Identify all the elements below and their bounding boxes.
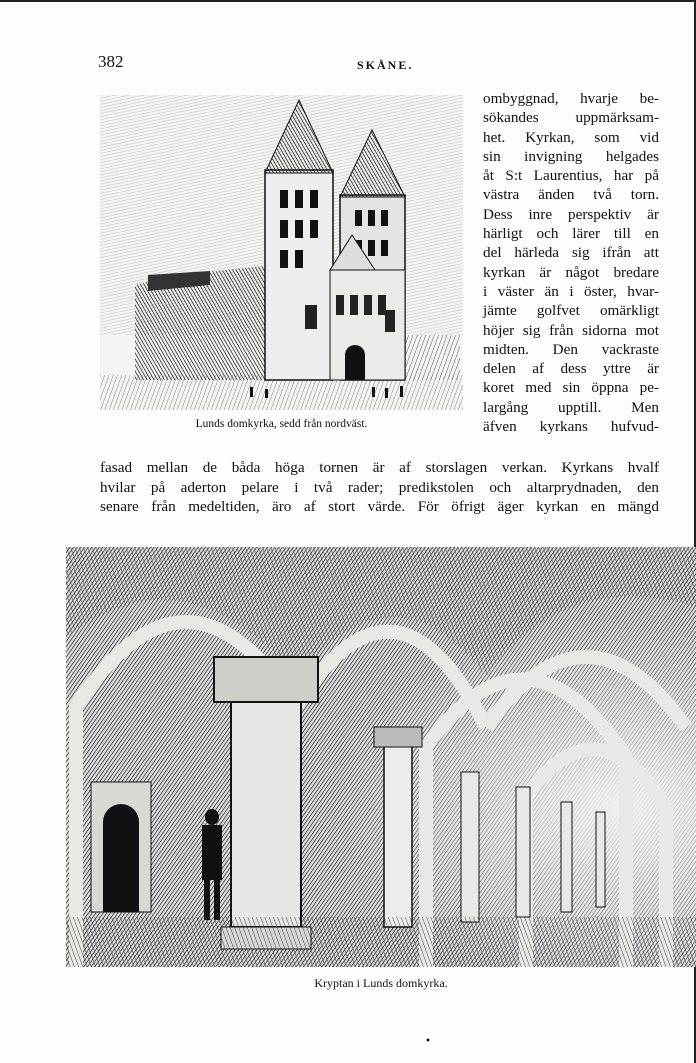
crypt-interior-illustration <box>66 547 696 967</box>
text-line: höjer sig från sidorna mot <box>483 321 659 339</box>
text-line: härligt och lärer till en <box>483 225 659 243</box>
running-head: SKÅNE. <box>357 58 414 72</box>
text-line: västra änden två torn. <box>483 186 659 204</box>
text-line: ombyggnad, hvarje be- <box>483 90 659 107</box>
page-border-top <box>0 0 696 2</box>
text-line: åt S:t Laurentius, har på <box>483 167 659 185</box>
text-line: äfven kyrkans hufvud- <box>483 418 659 436</box>
full-width-text-block <box>100 458 659 517</box>
text-line: delen af dess yttre är <box>483 360 659 378</box>
text-line: fasad mellan de båda höga tornen är af storslagen verkan. Kyrkans hvalf <box>100 459 659 476</box>
column-text-block <box>483 89 659 436</box>
text-line: koret med sin öppna pe- <box>483 379 659 397</box>
text-line: Dess inre perspektiv är <box>483 205 659 223</box>
printer-mark: • <box>425 1036 431 1047</box>
text-line: kyrkan är något bredare <box>483 263 659 281</box>
cathedral-exterior-illustration <box>100 95 463 410</box>
text-line: senare från medeltiden, äro af stort värde. För öfrigt äger kyrkan en mängd <box>100 498 659 515</box>
text-line: midten. Den vackraste <box>483 340 659 358</box>
figure1-caption: Lunds domkyrka, sedd från nordväst. <box>195 418 368 430</box>
text-line: sin invigning helgades <box>483 147 659 165</box>
text-line: het. Kyrkan, som vid <box>483 128 659 146</box>
text-line: largång upptill. Men <box>483 398 659 416</box>
text-line: i väster än i öster, hvar- <box>483 282 659 300</box>
text-line: jämte golfvet omärkligt <box>483 302 659 320</box>
cathedral-engraving <box>100 95 463 410</box>
crypt-engraving <box>66 547 696 967</box>
text-line: hvilar på aderton pelare i två rader; predikstolen och altarprydnaden, den <box>100 478 659 496</box>
page-number: 382 <box>98 52 124 71</box>
figure2-caption: Kryptan i Lunds domkyrka. <box>314 976 448 990</box>
text-line: sökandes uppmärksam- <box>483 109 659 127</box>
text-line: del härleda sig ifrån att <box>483 244 659 262</box>
